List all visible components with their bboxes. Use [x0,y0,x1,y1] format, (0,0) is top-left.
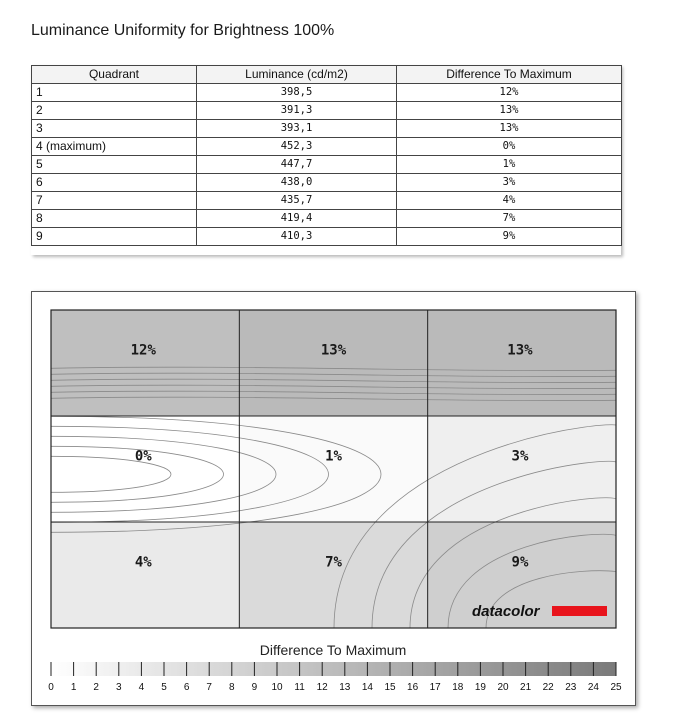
color-scale [48,662,622,693]
scale-tick-label: 0 [48,682,54,693]
scale-tick-label: 7 [206,682,212,693]
table-row [32,138,622,156]
scale-tick-label: 21 [520,682,532,693]
cell-difference: 7% [397,210,622,228]
cell-luminance: 435,7 [197,192,397,210]
uniformity-heatmap [32,292,635,705]
cell-luminance: 391,3 [197,102,397,120]
cell-quadrant: 4 (maximum) [32,138,197,156]
uniformity-map-panel [31,291,636,706]
heatmap-cell [51,310,240,417]
scale-tick-label: 4 [138,682,145,693]
scale-tick-label: 2 [93,682,99,693]
cell-difference: 12% [397,84,622,102]
scale-tick-label: 6 [183,682,190,693]
table-row [32,102,622,120]
cell-difference: 9% [397,228,622,246]
cell-luminance: 447,7 [197,156,397,174]
scale-tick-label: 18 [452,682,464,693]
heatmap-cell [239,310,428,417]
scale-tick-label: 25 [610,682,622,693]
cell-luminance: 452,3 [197,138,397,156]
luminance-table-container [31,65,621,255]
cell-difference: 1% [397,156,622,174]
quadrant-label: 12% [130,342,156,359]
scale-title: Difference To Maximum [259,642,407,658]
scale-tick-label: 23 [565,682,577,693]
chart-title: Luminance Uniformity for Brightness 100% [31,22,335,39]
scale-gradient-bar [51,662,616,676]
scale-tick-label: 20 [497,682,509,693]
quadrant-label: 13% [320,342,347,359]
scale-tick-label: 22 [542,682,554,693]
heatmap-cell [51,522,240,629]
scale-tick-label: 3 [116,682,122,693]
table-row [32,120,622,138]
brand-red-bar [552,606,607,616]
column-header-difference: Difference To Maximum [397,66,622,84]
table-row [32,210,622,228]
scale-tick-label: 13 [339,682,351,693]
quadrant-label: 9% [511,554,529,571]
cell-quadrant: 1 [32,84,197,102]
brand-text: datacolor [472,603,540,620]
cell-difference: 0% [397,138,622,156]
heatmap-cell [239,522,428,629]
table-row [32,192,622,210]
luminance-table [31,65,622,246]
cell-difference: 4% [397,192,622,210]
column-header-quadrant: Quadrant [32,66,197,84]
table-header-row [32,66,622,84]
scale-tick-label: 11 [294,682,305,693]
table-row [32,156,622,174]
scale-tick-label: 19 [474,682,486,693]
scale-tick-label: 12 [316,682,328,693]
quadrant-label: 4% [134,554,152,571]
heatmap-cell [51,416,240,523]
cell-luminance: 393,1 [197,120,397,138]
heatmap-cell [428,416,617,523]
scale-tick-label: 10 [271,682,283,693]
table-row [32,84,622,102]
cell-quadrant: 3 [32,120,197,138]
scale-tick-label: 5 [161,682,167,693]
quadrant-label: 0% [134,448,152,465]
scale-tick-label: 15 [384,682,396,693]
scale-tick-label: 24 [587,682,599,693]
scale-tick-label: 14 [361,682,373,693]
quadrant-label: 7% [325,554,342,571]
cell-quadrant: 6 [32,174,197,192]
cell-difference: 3% [397,174,622,192]
scale-tick-label: 1 [70,682,77,693]
quadrant-label: 13% [507,342,533,359]
cell-quadrant: 8 [32,210,197,228]
scale-tick-label: 17 [429,682,441,693]
cell-luminance: 438,0 [197,174,397,192]
cell-quadrant: 7 [32,192,197,210]
table-row [32,228,622,246]
cell-luminance: 419,4 [197,210,397,228]
cell-quadrant: 5 [32,156,197,174]
cell-quadrant: 9 [32,228,197,246]
column-header-luminance: Luminance (cd/m2) [197,66,397,84]
scale-tick-label: 9 [251,682,258,693]
cell-luminance: 398,5 [197,84,397,102]
table-row [32,174,622,192]
cell-luminance: 410,3 [197,228,397,246]
scale-tick-label: 8 [229,682,235,693]
quadrant-label: 3% [511,448,529,465]
quadrant-label: 1% [325,448,342,465]
cell-difference: 13% [397,120,622,138]
cell-difference: 13% [397,102,622,120]
cell-quadrant: 2 [32,102,197,120]
scale-tick-label: 16 [407,682,419,693]
heatmap-cell [239,416,428,523]
